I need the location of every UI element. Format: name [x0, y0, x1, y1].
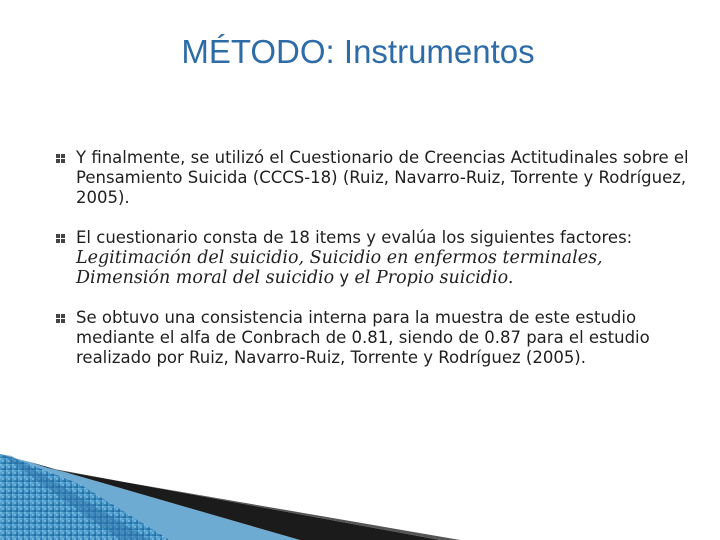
bullet-text: Se obtuvo una consistencia interna para la muestra de este estudio mediante el alfa de Conbrach de 0.81, siendo de 0.87 para el estudio realizado por Ruiz, Navarro-Ruiz, Torrente y Rodríguez (2005). — [76, 308, 650, 367]
four-diamond-bullet-icon — [56, 234, 65, 243]
bullet-connector-text: y — [334, 268, 355, 287]
decorative-corner-swoosh — [0, 440, 720, 540]
bullet-item — [56, 228, 696, 288]
bullet-list — [56, 148, 696, 388]
bullet-lead-text: El cuestionario consta de 18 items y evalúa los siguientes factores: — [76, 228, 633, 247]
bullet-text: Y finalmente, se utilizó el Cuestionario de Creencias Actitudinales sobre el Pensamiento Suicida (CCCS-18) (Ruiz, Navarro-Ruiz, Torrente y Rodríguez, 2005). — [76, 148, 689, 207]
factor-list-italic: Legitimación del suicidio, Suicidio en enfermos terminales, Dimensión moral del suicidio — [76, 248, 603, 288]
four-diamond-bullet-icon — [56, 314, 65, 323]
bullet-item — [56, 148, 696, 208]
bullet-item — [56, 308, 696, 368]
slide-title: MÉTODO: Instrumentos — [181, 33, 535, 70]
four-diamond-bullet-icon — [56, 154, 65, 163]
factor-last-italic: el Propio suicidio. — [354, 268, 514, 288]
